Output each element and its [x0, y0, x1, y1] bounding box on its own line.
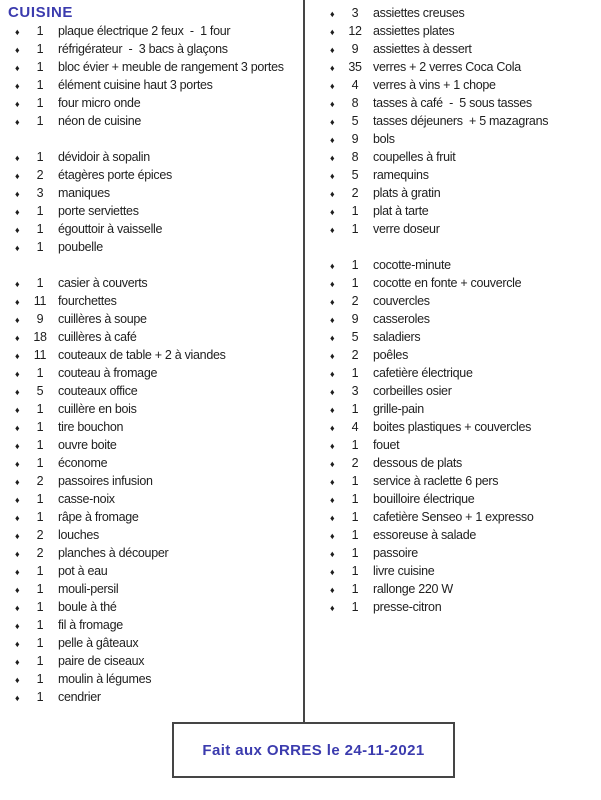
item-label: planches à découper: [58, 546, 169, 560]
item-qty: 9: [351, 312, 359, 326]
bullet-diamond-icon: ♦: [330, 513, 335, 523]
item-label: saladiers: [373, 330, 421, 344]
list-item: [306, 490, 598, 508]
item-qty: 1: [36, 618, 44, 632]
item-qty: 1: [36, 42, 44, 56]
bullet-diamond-icon: ♦: [330, 315, 335, 325]
item-label: essoreuse à salade: [373, 528, 477, 542]
bullet-diamond-icon: ♦: [330, 351, 335, 361]
item-label: paire de ciseaux: [58, 654, 145, 668]
list-item: [8, 400, 300, 418]
bullet-diamond-icon: ♦: [330, 81, 335, 91]
bullet-diamond-icon: ♦: [15, 639, 20, 649]
list-item: [306, 508, 598, 526]
item-qty: 1: [351, 564, 359, 578]
list-item: [306, 418, 598, 436]
list-item: [8, 580, 300, 598]
item-qty: 1: [351, 546, 359, 560]
bullet-diamond-icon: ♦: [330, 603, 335, 613]
bullet-diamond-icon: ♦: [330, 63, 335, 73]
bullet-diamond-icon: ♦: [330, 225, 335, 235]
list-item: [306, 40, 598, 58]
item-qty: 3: [351, 384, 359, 398]
item-label: passoires infusion: [58, 474, 153, 488]
list-item: [8, 22, 300, 40]
item-qty: 11: [33, 348, 47, 362]
list-item: [306, 112, 598, 130]
item-label: boites plastiques + couvercles: [373, 420, 532, 434]
list-item: [306, 364, 598, 382]
item-qty: 1: [36, 24, 44, 38]
item-label: tasses déjeuners + 5 mazagrans: [373, 114, 549, 128]
item-qty: 8: [351, 96, 359, 110]
bullet-diamond-icon: ♦: [15, 459, 20, 469]
bullet-diamond-icon: ♦: [330, 171, 335, 181]
list-item: [8, 58, 300, 76]
item-label: dévidoir à sopalin: [58, 150, 150, 164]
bullet-diamond-icon: ♦: [330, 423, 335, 433]
bullet-diamond-icon: ♦: [15, 63, 20, 73]
item-label: coupelles à fruit: [373, 150, 456, 164]
item-qty: 1: [36, 510, 44, 524]
item-qty: 5: [351, 114, 359, 128]
item-group: [8, 148, 300, 256]
item-qty: 5: [36, 384, 44, 398]
item-qty: 2: [351, 294, 359, 308]
item-label: presse-citron: [373, 600, 442, 614]
item-label: bouilloire électrique: [373, 492, 475, 506]
list-item: [8, 490, 300, 508]
item-label: égouttoir à vaisselle: [58, 222, 163, 236]
list-item: [8, 652, 300, 670]
item-qty: 1: [351, 204, 359, 218]
item-qty: 1: [351, 276, 359, 290]
item-qty: 1: [36, 456, 44, 470]
item-label: réfrigérateur - 3 bacs à glaçons: [58, 42, 228, 56]
item-label: assiettes creuses: [373, 6, 465, 20]
item-label: cuillère en bois: [58, 402, 137, 416]
item-label: four micro onde: [58, 96, 141, 110]
list-item: [8, 544, 300, 562]
item-label: ramequins: [373, 168, 429, 182]
item-label: étagères porte épices: [58, 168, 172, 182]
item-qty: 2: [36, 546, 44, 560]
footer-box: [172, 722, 455, 778]
item-qty: 9: [351, 42, 359, 56]
item-label: fil à fromage: [58, 618, 123, 632]
item-qty: 1: [36, 60, 44, 74]
item-qty: 1: [36, 690, 44, 704]
bullet-diamond-icon: ♦: [330, 441, 335, 451]
bullet-diamond-icon: ♦: [330, 117, 335, 127]
bullet-diamond-icon: ♦: [15, 297, 20, 307]
item-label: plaque électrique 2 feux - 1 four: [58, 24, 231, 38]
list-item: [306, 454, 598, 472]
item-qty: 1: [36, 600, 44, 614]
column-divider: [303, 0, 305, 722]
item-qty: 1: [36, 582, 44, 596]
bullet-diamond-icon: ♦: [15, 81, 20, 91]
bullet-diamond-icon: ♦: [330, 9, 335, 19]
bullet-diamond-icon: ♦: [330, 189, 335, 199]
item-label: fouet: [373, 438, 400, 452]
list-item: [306, 76, 598, 94]
bullet-diamond-icon: ♦: [15, 603, 20, 613]
item-qty: 1: [36, 492, 44, 506]
item-qty: 9: [36, 312, 44, 326]
bullet-diamond-icon: ♦: [330, 153, 335, 163]
item-qty: 1: [351, 222, 359, 236]
item-label: plats à gratin: [373, 186, 441, 200]
bullet-diamond-icon: ♦: [15, 225, 20, 235]
bullet-diamond-icon: ♦: [330, 207, 335, 217]
item-label: assiettes plates: [373, 24, 455, 38]
list-item: [8, 472, 300, 490]
item-label: verre doseur: [373, 222, 440, 236]
item-label: tasses à café - 5 sous tasses: [373, 96, 532, 110]
item-label: ouvre boite: [58, 438, 117, 452]
item-label: élément cuisine haut 3 portes: [58, 78, 213, 92]
item-label: verres + 2 verres Coca Cola: [373, 60, 521, 74]
bullet-diamond-icon: ♦: [15, 369, 20, 379]
item-label: rallonge 220 W: [373, 582, 453, 596]
list-item: [306, 94, 598, 112]
list-item: [8, 382, 300, 400]
list-item: [306, 220, 598, 238]
bullet-diamond-icon: ♦: [330, 495, 335, 505]
item-label: pelle à gâteaux: [58, 636, 139, 650]
section-title: CUISINE: [8, 4, 74, 21]
item-label: casseroles: [373, 312, 430, 326]
item-qty: 5: [351, 330, 359, 344]
list-item: [306, 526, 598, 544]
bullet-diamond-icon: ♦: [330, 387, 335, 397]
item-qty: 4: [351, 78, 359, 92]
bullet-diamond-icon: ♦: [330, 45, 335, 55]
item-label: verres à vins + 1 chope: [373, 78, 496, 92]
bullet-diamond-icon: ♦: [15, 207, 20, 217]
item-qty: 3: [36, 186, 44, 200]
bullet-diamond-icon: ♦: [15, 423, 20, 433]
list-item: [306, 310, 598, 328]
list-item: [8, 220, 300, 238]
list-item: [306, 472, 598, 490]
list-item: [306, 202, 598, 220]
item-label: cocotte-minute: [373, 258, 451, 272]
item-qty: 1: [351, 366, 359, 380]
bullet-diamond-icon: ♦: [15, 27, 20, 37]
item-qty: 1: [36, 78, 44, 92]
bullet-diamond-icon: ♦: [330, 99, 335, 109]
item-label: mouli-persil: [58, 582, 119, 596]
item-qty: 5: [351, 168, 359, 182]
list-item: [306, 436, 598, 454]
list-item: [8, 202, 300, 220]
bullet-diamond-icon: ♦: [15, 333, 20, 343]
list-item: [8, 346, 300, 364]
list-item: [306, 148, 598, 166]
list-item: [306, 274, 598, 292]
list-item: [8, 616, 300, 634]
list-item: [8, 454, 300, 472]
list-item: [306, 4, 598, 22]
list-item: [8, 526, 300, 544]
item-label: casse-noix: [58, 492, 115, 506]
bullet-diamond-icon: ♦: [330, 333, 335, 343]
list-item: [8, 598, 300, 616]
list-item: [8, 562, 300, 580]
bullet-diamond-icon: ♦: [330, 405, 335, 415]
item-label: pot à eau: [58, 564, 108, 578]
list-item: [306, 544, 598, 562]
item-label: plat à tarte: [373, 204, 429, 218]
list-item: [306, 292, 598, 310]
item-label: dessous de plats: [373, 456, 463, 470]
bullet-diamond-icon: ♦: [15, 657, 20, 667]
list-item: [306, 166, 598, 184]
item-group: [8, 22, 300, 130]
bullet-diamond-icon: ♦: [330, 261, 335, 271]
item-qty: 35: [348, 60, 362, 74]
footer-text: Fait aux ORRES le 24-11-2021: [202, 741, 425, 759]
item-label: service à raclette 6 pers: [373, 474, 499, 488]
bullet-diamond-icon: ♦: [15, 477, 20, 487]
list-item: [8, 274, 300, 292]
bullet-diamond-icon: ♦: [330, 297, 335, 307]
item-qty: 1: [351, 510, 359, 524]
item-label: maniques: [58, 186, 110, 200]
list-item: [306, 130, 598, 148]
item-label: cendrier: [58, 690, 101, 704]
item-group: [306, 4, 598, 238]
item-qty: 1: [351, 582, 359, 596]
item-qty: 1: [36, 150, 44, 164]
bullet-diamond-icon: ♦: [330, 369, 335, 379]
list-item: [8, 310, 300, 328]
item-qty: 4: [351, 420, 359, 434]
bullet-diamond-icon: ♦: [15, 153, 20, 163]
bullet-diamond-icon: ♦: [15, 513, 20, 523]
item-qty: 1: [36, 402, 44, 416]
bullet-diamond-icon: ♦: [15, 531, 20, 541]
item-label: bols: [373, 132, 395, 146]
item-label: tire bouchon: [58, 420, 124, 434]
list-item: [8, 634, 300, 652]
item-qty: 1: [36, 366, 44, 380]
bullet-diamond-icon: ♦: [15, 567, 20, 577]
list-item: [8, 112, 300, 130]
item-group: [8, 274, 300, 706]
item-qty: 1: [351, 474, 359, 488]
bullet-diamond-icon: ♦: [330, 279, 335, 289]
bullet-diamond-icon: ♦: [330, 585, 335, 595]
list-item: [306, 580, 598, 598]
bullet-diamond-icon: ♦: [15, 495, 20, 505]
bullet-diamond-icon: ♦: [330, 459, 335, 469]
right-column: [306, 4, 598, 616]
item-label: cuillères à soupe: [58, 312, 147, 326]
bullet-diamond-icon: ♦: [330, 135, 335, 145]
item-label: cocotte en fonte + couvercle: [373, 276, 522, 290]
list-item: [8, 436, 300, 454]
item-qty: 1: [351, 492, 359, 506]
item-label: bloc évier + meuble de rangement 3 portes: [58, 60, 284, 74]
list-item: [306, 184, 598, 202]
item-qty: 1: [36, 114, 44, 128]
bullet-diamond-icon: ♦: [330, 549, 335, 559]
bullet-diamond-icon: ♦: [15, 387, 20, 397]
item-qty: 2: [36, 168, 44, 182]
item-label: cafetière Senseo + 1 expresso: [373, 510, 534, 524]
bullet-diamond-icon: ♦: [330, 27, 335, 37]
item-qty: 12: [348, 24, 362, 38]
item-label: couteau à fromage: [58, 366, 158, 380]
item-qty: 1: [351, 258, 359, 272]
item-qty: 3: [351, 6, 359, 20]
item-qty: 1: [351, 600, 359, 614]
list-item: [8, 238, 300, 256]
item-label: grille-pain: [373, 402, 424, 416]
bullet-diamond-icon: ♦: [15, 585, 20, 595]
item-label: économe: [58, 456, 108, 470]
item-label: néon de cuisine: [58, 114, 142, 128]
list-item: [8, 364, 300, 382]
item-qty: 1: [36, 222, 44, 236]
item-label: assiettes à dessert: [373, 42, 472, 56]
item-qty: 1: [36, 276, 44, 290]
list-item: [306, 22, 598, 40]
bullet-diamond-icon: ♦: [15, 549, 20, 559]
list-item: [8, 184, 300, 202]
bullet-diamond-icon: ♦: [15, 405, 20, 415]
list-item: [306, 256, 598, 274]
item-qty: 18: [33, 330, 47, 344]
list-item: [306, 382, 598, 400]
bullet-diamond-icon: ♦: [15, 351, 20, 361]
list-item: [8, 76, 300, 94]
item-qty: 2: [36, 474, 44, 488]
list-item: [8, 418, 300, 436]
item-qty: 1: [351, 402, 359, 416]
item-label: passoire: [373, 546, 418, 560]
bullet-diamond-icon: ♦: [330, 477, 335, 487]
list-item: [306, 328, 598, 346]
bullet-diamond-icon: ♦: [15, 315, 20, 325]
list-item: [306, 562, 598, 580]
list-item: [8, 688, 300, 706]
item-label: râpe à fromage: [58, 510, 139, 524]
item-qty: 1: [36, 636, 44, 650]
item-label: louches: [58, 528, 99, 542]
item-qty: 1: [36, 672, 44, 686]
list-item: [306, 400, 598, 418]
list-item: [8, 670, 300, 688]
item-label: casier à couverts: [58, 276, 148, 290]
item-label: corbeilles osier: [373, 384, 452, 398]
list-item: [306, 346, 598, 364]
bullet-diamond-icon: ♦: [330, 567, 335, 577]
list-item: [8, 166, 300, 184]
item-qty: 2: [351, 348, 359, 362]
item-label: cuillères à café: [58, 330, 137, 344]
bullet-diamond-icon: ♦: [15, 675, 20, 685]
item-qty: 1: [36, 240, 44, 254]
item-label: poêles: [373, 348, 409, 362]
item-label: moulin à légumes: [58, 672, 152, 686]
list-item: [8, 328, 300, 346]
item-qty: 1: [36, 96, 44, 110]
list-item: [306, 58, 598, 76]
list-item: [8, 148, 300, 166]
bullet-diamond-icon: ♦: [15, 243, 20, 253]
bullet-diamond-icon: ♦: [15, 117, 20, 127]
bullet-diamond-icon: ♦: [15, 99, 20, 109]
item-qty: 1: [36, 420, 44, 434]
bullet-diamond-icon: ♦: [15, 45, 20, 55]
item-label: boule à thé: [58, 600, 117, 614]
item-label: couvercles: [373, 294, 430, 308]
list-item: [8, 40, 300, 58]
bullet-diamond-icon: ♦: [330, 531, 335, 541]
bullet-diamond-icon: ♦: [15, 621, 20, 631]
item-qty: 1: [36, 204, 44, 218]
bullet-diamond-icon: ♦: [15, 441, 20, 451]
bullet-diamond-icon: ♦: [15, 693, 20, 703]
item-label: couteaux office: [58, 384, 138, 398]
item-qty: 1: [351, 438, 359, 452]
item-qty: 2: [36, 528, 44, 542]
item-qty: 2: [351, 456, 359, 470]
item-label: fourchettes: [58, 294, 117, 308]
item-label: cafetière électrique: [373, 366, 473, 380]
item-qty: 1: [36, 438, 44, 452]
left-column: [8, 4, 300, 706]
item-qty: 1: [36, 654, 44, 668]
item-label: porte serviettes: [58, 204, 139, 218]
item-qty: 11: [33, 294, 47, 308]
bullet-diamond-icon: ♦: [15, 279, 20, 289]
item-qty: 2: [351, 186, 359, 200]
item-qty: 1: [351, 528, 359, 542]
item-qty: 8: [351, 150, 359, 164]
list-item: [8, 508, 300, 526]
item-qty: 1: [36, 564, 44, 578]
item-group: [306, 256, 598, 616]
bullet-diamond-icon: ♦: [15, 171, 20, 181]
item-label: livre cuisine: [373, 564, 435, 578]
list-item: [8, 292, 300, 310]
item-qty: 9: [351, 132, 359, 146]
list-item: [306, 598, 598, 616]
bullet-diamond-icon: ♦: [15, 189, 20, 199]
item-label: poubelle: [58, 240, 103, 254]
item-label: couteaux de table + 2 à viandes: [58, 348, 226, 362]
list-item: [8, 94, 300, 112]
